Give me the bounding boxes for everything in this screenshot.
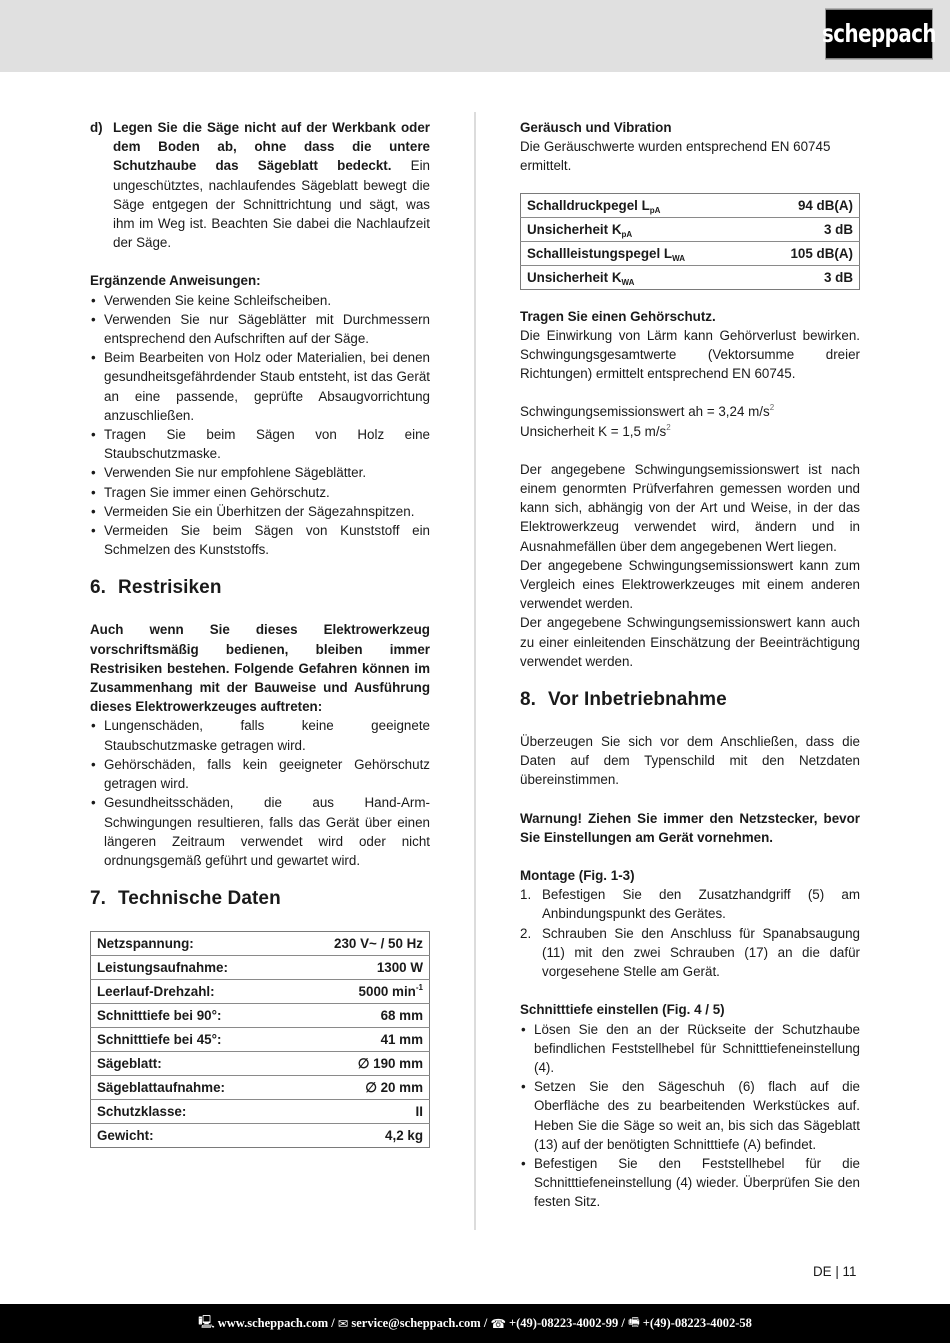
list-item: • Verwenden Sie keine Schleifscheiben.: [90, 291, 430, 310]
table-row: Sägeblattaufnahme: ∅ 20 mm: [91, 1076, 430, 1100]
table-row: Netzspannung: 230 V~ / 50 Hz: [91, 932, 430, 956]
footer-bar: 🖳 www.scheppach.com / ✉ service@scheppach.com / ☎ +(49)-08223-4002-99 / 🖷 +(49)-08223-4002-58: [0, 1304, 950, 1343]
mail-icon: ✉: [337, 1316, 349, 1331]
item-label: d): [90, 120, 103, 135]
vibration-paragraph: Der angegebene Schwingungsemissionswert kann auch zu einer einleitenden Einschätzung der Beeinträchtigung verwendet werden.: [520, 615, 860, 669]
list-item: • Beim Bearbeiten von Holz oder Materialien, bei denen gesundheitsgefährdender Staub entsteht, ist das Gerät an eine passende, geprüfte Absaugvorrichtung anzuschließen.: [90, 348, 430, 425]
list-item: • Setzen Sie den Sägeschuh (6) flach auf die Oberfläche des zu bearbeitenden Werkstückes auf. Heben Sie die Säge so weit an, bis sich das Sägeblatt (13) auf der benötigten Schnitttiefe (A) befindet.: [520, 1077, 860, 1154]
noise-text: Die Geräuschwerte wurden entsprechend EN 60745 ermittelt.: [520, 139, 831, 174]
list-item: • Lungenschäden, falls keine geeignete Staubschutzmaske getragen wird.: [90, 716, 430, 754]
list-item: • Tragen Sie immer einen Gehörschutz.: [90, 483, 430, 502]
depth-list: [520, 1020, 860, 1212]
email-link[interactable]: service@scheppach.com: [351, 1316, 481, 1330]
list-item: • Gesundheitsschäden, die aus Hand-Arm-Schwingungen resultieren, falls das Gerät über einen längeren Zeitraum verwendet wird oder nicht ordnungsgemäß geführt und gewartet wird.: [90, 793, 430, 870]
noise-title: Geräusch und Vibration: [520, 120, 672, 135]
table-row: Unsicherheit $K_{pA}$ 3 dB: [521, 217, 860, 241]
left-column: [90, 118, 430, 1148]
list-item: • Gehörschäden, falls kein geeigneter Gehörschutz getragen wird.: [90, 755, 430, 793]
montage-list: [520, 885, 860, 981]
website-link[interactable]: www.scheppach.com: [217, 1316, 329, 1330]
table-row: Unsicherheit $K_{WA}$ 3 dB: [527, 269, 853, 287]
fax-number: +(49)-08223-4002-58: [642, 1316, 752, 1330]
table-row: Schnitttiefe bei 45°: 41 mm: [91, 1028, 430, 1052]
list-item: • Vermeiden Sie ein Überhitzen der Sägezahnspitzen.: [90, 502, 430, 521]
section-6-heading: 6. Restrisiken: [90, 577, 222, 599]
fax-icon: 🖷: [627, 1315, 640, 1329]
list-item: 1. Befestigen Sie den Zusatzhandgriff (5) am Anbindungspunkt des Gerätes.: [520, 887, 860, 922]
list-item: • Verwenden Sie nur Sägeblätter mit Durchmessern entsprechend den Aufschriften auf der Säge.: [90, 310, 430, 348]
depth-title: Schnitttiefe einstellen (Fig. 4 / 5): [520, 1002, 725, 1018]
vibration-emission: Schwingungsemissionswert ah = 3,24 $m/s^2$: [520, 403, 775, 420]
list-item: • Verwenden Sie nur empfohlene Sägeblätter.: [90, 463, 430, 482]
column-divider: [474, 112, 476, 1230]
scheppach-logo: scheppach: [825, 9, 933, 60]
item-d-text: Ein ungeschütztes, nachlaufendes Sägeblatt bewegt die Säge entgegen der Schnittrichtung und sägt, was ihm im Weg ist. Beachten Sie dabei die Nachlaufzeit der Säge.: [113, 158, 430, 251]
risk-list: [90, 716, 430, 870]
page-number: DE | 11: [813, 1264, 857, 1279]
vibration-uncertainty: Unsicherheit K = 1,5 $m/s^2$: [520, 422, 671, 439]
table-row: Sägeblatt: ∅ 190 mm: [91, 1052, 430, 1076]
list-item: • Tragen Sie beim Sägen von Holz eine Staubschutzmaske.: [90, 425, 430, 463]
section-7-heading: 7. Technische Daten: [90, 888, 281, 910]
supplementary-title: Ergänzende Anweisungen:: [90, 273, 261, 289]
computer-icon: 🖳: [198, 1315, 215, 1329]
table-row: Schnitttiefe bei 90°: 68 mm: [91, 1004, 430, 1028]
safety-item-d: [90, 118, 430, 252]
list-item: • Befestigen Sie den Feststellhebel für die Schnitttiefeneinstellung (4) wieder. Überprüfen Sie den festen Sitz.: [520, 1154, 860, 1212]
phone-icon: ☎: [490, 1316, 507, 1331]
hearing-text: Die Einwirkung von Lärm kann Gehörverlust bewirken. Schwingungsgesamtwerte (Vektorsumme dreier Richtungen) ermittelt entsprechend EN 60745.: [520, 327, 860, 382]
supplementary-list: [90, 291, 430, 560]
table-row: Leerlauf-Drehzahl: 5000 $\min^{-1}$: [91, 980, 430, 1004]
table-row: Gewicht: 4,2 kg: [97, 1128, 423, 1143]
noise-table: [520, 193, 860, 290]
table-row: Schutzklasse: II: [91, 1100, 430, 1124]
table-row: Schallleistungspegel $L_{WA}$ 105 dB(A): [521, 241, 860, 265]
list-item: • Lösen Sie den an der Rückseite der Schutzhaube befindlichen Feststellhebel für Schnitttiefeneinstellung (4).: [520, 1020, 860, 1078]
section-8-intro: Überzeugen Sie sich vor dem Anschließen, dass die Daten auf dem Typenschild mit den Netzdaten übereinstimmen.: [520, 734, 860, 788]
right-column: [520, 118, 860, 1212]
warning-text: Warnung! Ziehen Sie immer den Netzstecker, bevor Sie Einstellungen am Gerät vornehmen.: [520, 810, 860, 845]
header-bar: [0, 0, 950, 72]
list-item: 2. Schrauben Sie den Anschluss für Spanabsaugung (11) mit den zwei Schrauben (17) an die dafür vorgesehene Stelle am Gerät.: [520, 925, 860, 980]
section-8-heading: 8. Vor Inbetriebnahme: [520, 689, 727, 711]
hearing-title: Tragen Sie einen Gehörschutz.: [520, 308, 716, 324]
list-item: • Vermeiden Sie beim Sägen von Kunststoff ein Schmelzen des Kunststoffs.: [90, 521, 430, 559]
montage-title: Montage (Fig. 1-3): [520, 868, 635, 884]
item-d-bold: Legen Sie die Säge nicht auf der Werkbank oder dem Boden ab, ohne dass die untere Schutzhaube das Sägeblatt bedeckt.: [113, 120, 430, 174]
vibration-paragraph: Der angegebene Schwingungsemissionswert ist nach einem genormten Prüfverfahren gemessen worden und kann sich, abhängig von der Art und Weise, in der das Elektrowerkzeug verwendet wird, ändern und in Ausnahmefällen über dem angegebenen Wert liegen.: [520, 461, 860, 554]
phone-number: +(49)-08223-4002-99: [509, 1316, 619, 1330]
vibration-paragraph: Der angegebene Schwingungsemissionswert kann zum Vergleich eines Elektrowerkzeuges mit einem anderen verwendet werden.: [520, 557, 860, 612]
section-6-intro: Auch wenn Sie dieses Elektrowerkzeug vorschriftsmäßig bedienen, bleiben immer Restrisiken bestehen. Folgende Gefahren können im Zusammenhang mit der Bauweise und Ausführung dieses Elektrowerkzeuges auftreten:: [90, 622, 430, 715]
table-row: Schalldruckpegel $L_{pA}$ 94 dB(A): [521, 193, 860, 217]
technical-data-table: [90, 931, 430, 1148]
table-row: Leistungsaufnahme: 1300 W: [91, 956, 430, 980]
